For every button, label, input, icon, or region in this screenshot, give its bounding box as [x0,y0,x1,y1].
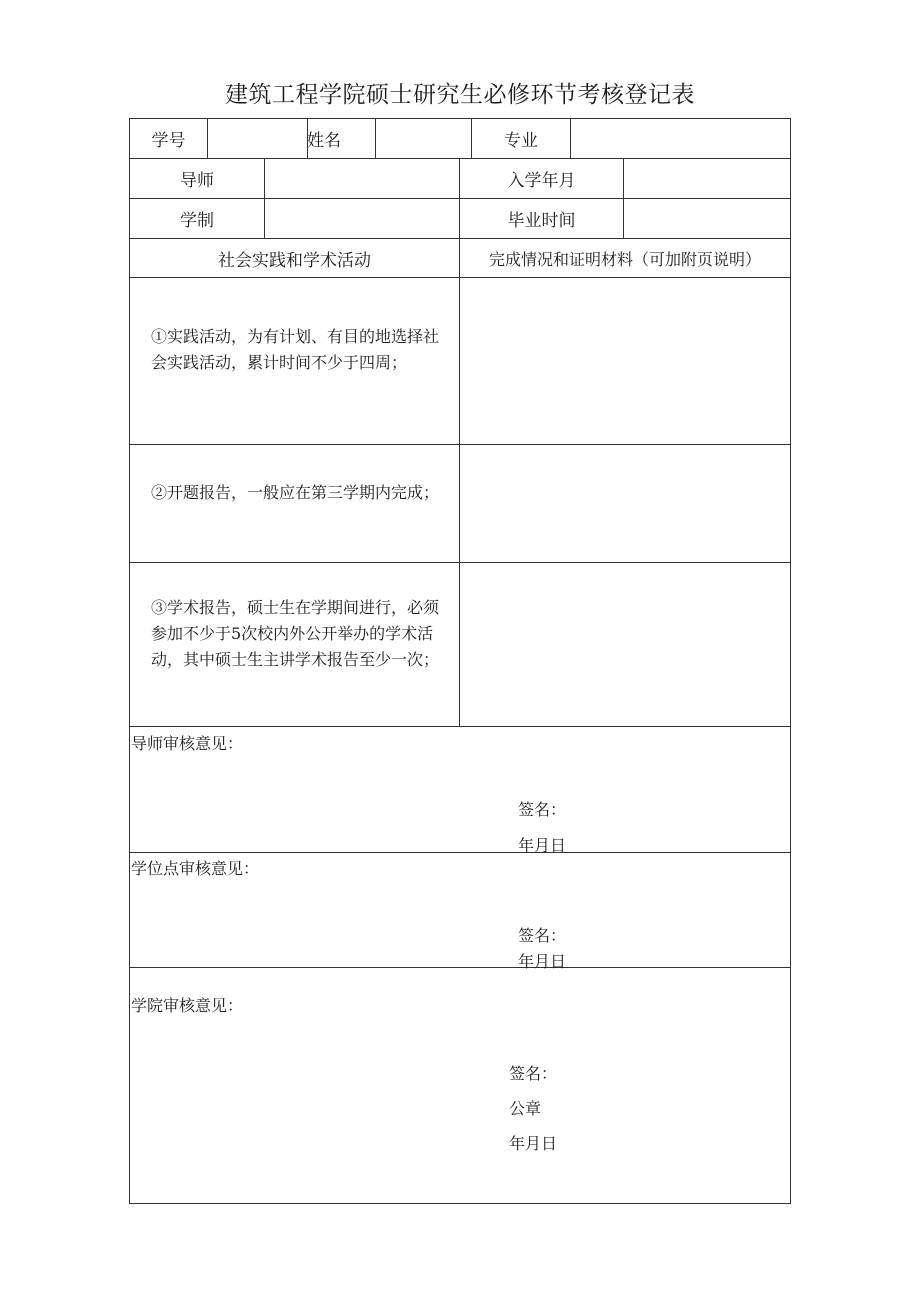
duration-label: 学制 [180,211,214,231]
advisor-signature-label: 签名： [518,800,567,819]
student-id-field[interactable] [208,119,307,158]
advisor-field[interactable] [265,159,459,198]
program-signature-label: 签名： [518,926,567,945]
enroll-date-field[interactable] [624,159,790,198]
advisor-label: 导师 [180,171,214,191]
program-date-label: 年月日 [518,952,567,971]
advisor-date-label: 年月日 [518,836,567,855]
activities-header: 社会实践和学术活动 [218,250,371,271]
graduation-field[interactable] [624,199,790,238]
evidence-header: 完成情况和证明材料（可加附页说明） [488,249,761,269]
advisor-review-label: 导师审核意见： [131,734,244,753]
college-date-label: 年月日 [509,1134,558,1153]
activity-proposal: ②开题报告，一般应在第三学期内完成； [151,483,440,502]
graduation-label: 毕业时间 [507,211,576,231]
major-label: 专业 [504,131,538,151]
duration-field[interactable] [265,199,459,238]
activity-academic-report-evidence[interactable] [460,563,790,726]
activity-academic-report: ③学术报告，硕士生在学期间进行，必须参加不少于5次校内外公开举办的学术活动，其中硕士生主讲学术报告至少一次； [151,598,440,669]
college-seal-label: 公章 [509,1099,542,1118]
enroll-date-label: 入学年月 [507,171,576,191]
activity-practice: ①实践活动，为有计划、有目的地选择社会实践活动，累计时间不少于四周； [151,327,440,372]
college-review-label: 学院审核意见： [131,996,244,1015]
major-field[interactable] [571,119,790,158]
program-review-label: 学位点审核意见： [131,859,260,878]
activity-practice-evidence[interactable] [460,278,790,444]
student-id-label: 学号 [151,131,186,151]
name-field[interactable] [376,119,471,158]
form-title: 建筑工程学院硕士研究生必修环节考核登记表 [225,82,695,108]
activity-proposal-evidence[interactable] [460,445,790,562]
college-signature-label: 签名： [509,1064,558,1083]
name-label: 姓名 [307,131,341,151]
